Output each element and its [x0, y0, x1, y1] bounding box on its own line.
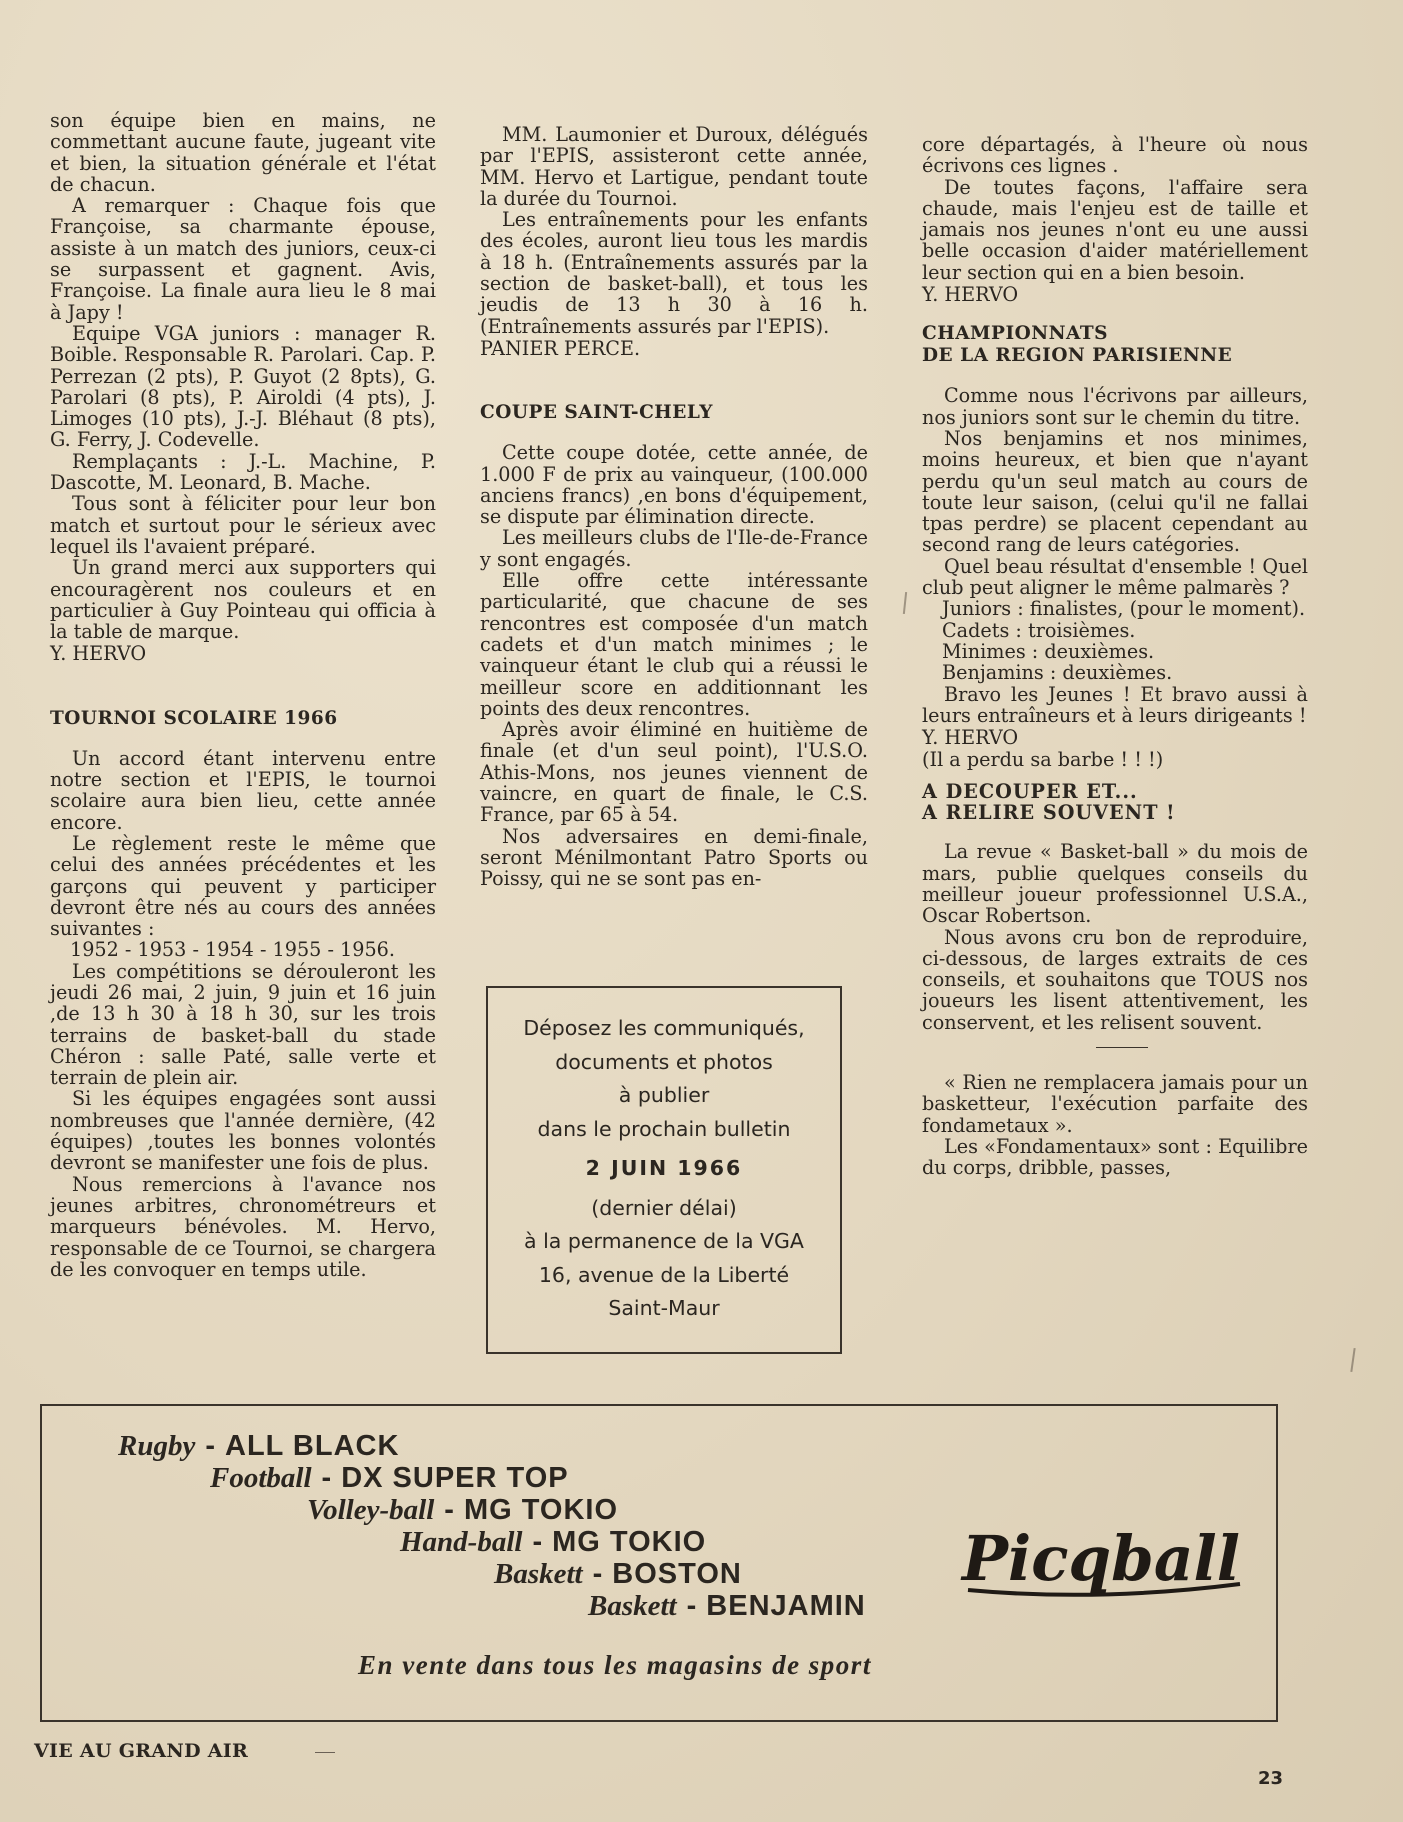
signature: PANIER PERCE. — [480, 336, 641, 360]
paragraph: Nos benjamins et nos minimes, moins heureux, et bien que n'ayant perdu qu'un seul match au cours de toute leur saison, (celui qu'il ne fallai tpas perdre) se placent cependant au second rang de leurs catégories. — [922, 426, 1308, 557]
paragraph: Les meilleurs clubs de l'Ile-de-France y sont engagés. — [480, 526, 868, 571]
notice-deadline-date: 2 JUIN 1966 — [585, 1156, 743, 1180]
paragraph: Si les équipes engagées sont aussi nombreuses que l'année dernière, (42 équipes) ,toutes les bonnes volontés devront se manifester une fois de plus. — [50, 1087, 436, 1175]
result-item: Benjamins : deuxièmes. — [942, 661, 1173, 685]
ad-sport: Rugby — [118, 1430, 196, 1462]
paragraph: A remarquer : Chaque fois que Françoise, sa charmante épouse, assiste à un match des juniors, ceux-ci se surpassent et gagnent. Avis, Françoise. La finale aura lieu le 8 mai à Japy ! — [50, 194, 436, 324]
notice-line: 16, avenue de la Liberté — [538, 1262, 790, 1287]
notice-line: documents et photos — [555, 1049, 773, 1074]
picqball-logo — [958, 1514, 1248, 1614]
paragraph: Remplaçants : J.-L. Machine, P. Dascotte, M. Leonard, B. Mache. — [50, 449, 436, 495]
article-column-1 — [50, 110, 436, 1280]
section-heading: DE LA REGION PARISIENNE — [922, 345, 1233, 367]
paragraph: Equipe VGA juniors : manager R. Boible. Responsable R. Parolari. Cap. P. Perrezan (2 pts), P. Guyot (2 8pts), G. Parolari (8 pts), P. Airoldi (4 pts), J. Limoges (10 pts), J.-J. Bléhaut (8 pts), G. Ferry, J. Codevelle. — [50, 321, 436, 452]
section-heading: A DECOUPER ET... — [922, 779, 1138, 803]
paragraph: Les «Fondamentaux» sont : Equilibre du corps, dribble, passes, — [922, 1134, 1308, 1180]
notice-line: Saint-Maur — [608, 1296, 720, 1320]
ad-product-line: Hand-ball - MG TOKIO — [400, 1526, 707, 1558]
separator-rule — [1096, 1047, 1148, 1048]
ad-brand: MG TOKIO — [552, 1526, 707, 1558]
paragraph: Comme nous l'écrivons par ailleurs, nos juniors sont sur le chemin du titre. — [922, 384, 1308, 429]
signature: Y. HERVO — [50, 642, 147, 666]
ad-brand: ALL BLACK — [225, 1430, 400, 1462]
article-column-2 — [480, 124, 868, 890]
submission-notice-box — [486, 986, 842, 1354]
section-heading: CHAMPIONNATS — [922, 323, 1109, 345]
paragraph: Un accord étant intervenu entre notre section et l'EPIS, le tournoi scolaire aura bien lieu, cette année encore. — [50, 746, 436, 834]
ad-brand: BOSTON — [612, 1558, 742, 1590]
paragraph: Le règlement reste le même que celui des années précédentes et les garçons qui peuvent y participer devront être nés au cours des années suivantes : — [50, 831, 436, 941]
ad-brand: MG TOKIO — [463, 1494, 619, 1526]
svg-text:Picqball: Picqball — [960, 1522, 1240, 1595]
ad-brand: BENJAMIN — [706, 1590, 866, 1622]
ad-brand: DX SUPER TOP — [341, 1462, 569, 1494]
signature: Y. HERVO — [922, 283, 1019, 307]
ad-product-line: Volley-ball - MG TOKIO — [307, 1494, 619, 1526]
signature: Y. HERVO — [922, 726, 1019, 750]
ad-sport: Baskett — [494, 1558, 583, 1590]
article-column-3 — [922, 134, 1308, 1178]
notice-line: (dernier délai) — [591, 1195, 737, 1220]
ad-sport: Football — [210, 1462, 312, 1494]
page-number: 23 — [1258, 1768, 1284, 1789]
paragraph: Les entraînements pour les enfants des écoles, auront lieu tous les mardis à 18 h. (Entraînements assurés par la section de basket-ball), et tous les jeudis de 13 h 30 à 16 h. (Entraînements assurés par l'EPIS). — [480, 208, 868, 338]
section-heading: COUPE SAINT-CHELY — [480, 402, 713, 424]
paragraph: Les compétitions se dérouleront les jeudi 26 mai, 2 juin, 9 juin et 16 juin ,de 13 h 30 à 18 h 30, sur les trois terrains de basket-ball du stade Chéron : salle Paté, salle verte et terrain de plein air. — [50, 959, 436, 1090]
paragraph: son équipe bien en mains, ne commettant aucune faute, jugeant vite et bien, la situation générale et l'état de chacun. — [50, 109, 436, 196]
paragraph: « Rien ne remplacera jamais pour un basketteur, l'exécution parfaite des fondametaux ». — [922, 1070, 1308, 1137]
magazine-title: VIE AU GRAND AIR — [34, 1740, 249, 1762]
paragraph: Cette coupe dotée, cette année, de 1.000 F de prix au vainqueur, (100.000 anciens francs) ,en bons d'équipement, se dispute par élimination directe. — [480, 441, 868, 529]
paragraph: Quel beau résultat d'ensemble ! Quel club peut aligner le même palmarès ? — [922, 554, 1308, 600]
paragraph: Nous avons cru bon de reproduire, ci-dessous, de larges extraits de ces conseils, et souhaitons que TOUS nos joueurs les lisent attentivement, les conservent, et les relisent souvent. — [922, 925, 1308, 1034]
ad-sport: Baskett — [588, 1590, 677, 1622]
ad-sport: Volley-ball — [307, 1494, 435, 1526]
footer-rule — [315, 1752, 335, 1753]
paragraph: Tous sont à féliciter pour leur bon match et surtout pour le sérieux avec lequel ils l'avaient préparé. — [50, 492, 436, 558]
ad-product-line: Baskett - BENJAMIN — [588, 1590, 866, 1622]
section-heading: A RELIRE SOUVENT ! — [922, 801, 1176, 825]
years-list: 1952 - 1953 - 1954 - 1955 - 1956. — [70, 938, 395, 962]
advertisement-box — [40, 1404, 1278, 1722]
paragraph: De toutes façons, l'affaire sera chaude, mais l'enjeu est de taille et jamais nos jeunes n'ont eu une aussi belle occasion d'aider matériellement leur section qui en a bien besoin. — [922, 175, 1308, 284]
paragraph: Bravo les Jeunes ! Et bravo aussi à leurs entraîneurs et à leurs dirigeants ! — [922, 682, 1308, 727]
paragraph: MM. Laumonier et Duroux, délégués par l'EPIS, assisteront cette année, MM. Hervo et Lartigue, pendant toute la durée du Tournoi. — [480, 123, 868, 210]
paragraph: Nous remercions à l'avance nos jeunes arbitres, chronométreurs et marqueurs bénévoles. M. Hervo, responsable de ce Tournoi, se chargera de les convoquer en temps utile. — [50, 1172, 436, 1281]
result-item: Minimes : deuxièmes. — [942, 639, 1155, 663]
section-heading: TOURNOI SCOLAIRE 1966 — [50, 707, 338, 729]
paragraph: Nos adversaires en demi-finale, seront Ménilmontant Patro Sports ou Poissy, qui ne se sont pas en- — [480, 824, 868, 891]
paragraph: Un grand merci aux supporters qui encouragèrent nos couleurs et en particulier à Guy Pointeau qui officia à la table de marque. — [50, 556, 436, 644]
notice-line: dans le prochain bulletin — [537, 1116, 791, 1141]
paragraph: Elle offre cette intéressante particularité, que chacune de ses rencontres est composée d'un match cadets et d'un match minimes ; le vainqueur étant le club qui a réussi le meilleur score en additionnant les points des deux rencontres. — [480, 569, 868, 720]
notice-line: Déposez les communiqués, — [523, 1016, 805, 1040]
paragraph: La revue « Basket-ball » du mois de mars, publie quelques conseils du meilleur joueur professionnel U.S.A., Oscar Robertson. — [922, 840, 1308, 928]
ad-sport: Hand-ball — [400, 1526, 523, 1558]
ad-product-line: Football - DX SUPER TOP — [210, 1462, 569, 1494]
paragraph: Après avoir éliminé en huitième de finale (et d'un seul point), l'U.S.O. Athis-Mons, nos jeunes viennent de vaincre, en quart de finale, le C.S. France, par 65 à 54. — [480, 718, 868, 827]
notice-line: à publier — [618, 1083, 710, 1107]
ad-product-line: Rugby - ALL BLACK — [118, 1430, 400, 1462]
paragraph: core départagés, à l'heure où nous écrivons ces lignes . — [922, 133, 1308, 178]
notice-line: à la permanence de la VGA — [524, 1229, 804, 1253]
ad-product-line: Baskett - BOSTON — [494, 1558, 742, 1590]
signature-note: (Il a perdu sa barbe ! ! !) — [922, 748, 1164, 772]
result-item: Juniors : finalistes, (pour le moment). — [942, 597, 1306, 621]
result-item: Cadets : troisièmes. — [942, 618, 1136, 642]
ad-tagline: En vente dans tous les magasins de sport — [358, 1650, 872, 1680]
